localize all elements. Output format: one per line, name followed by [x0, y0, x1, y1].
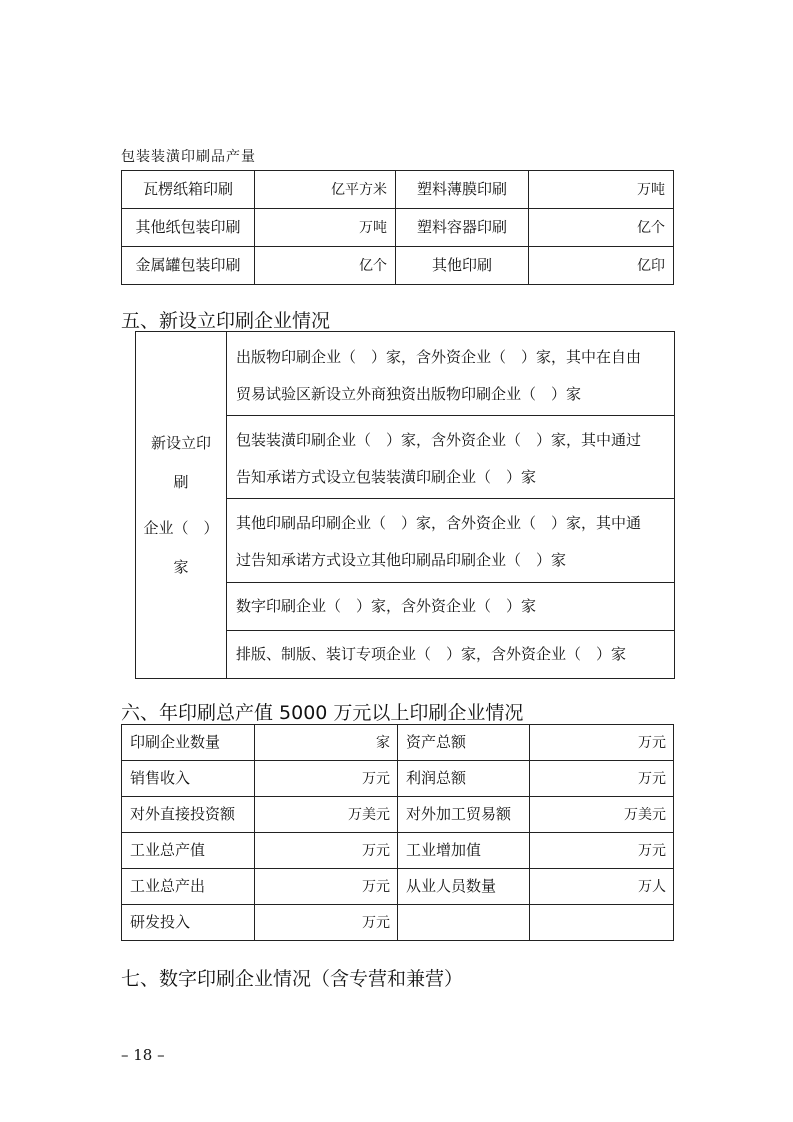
unit-cell[interactable]: 亿平方米 [255, 171, 396, 209]
row-label: 其他纸包装印刷 [122, 209, 255, 247]
table-row [122, 171, 674, 209]
unit-cell[interactable]: 万元 [530, 761, 674, 797]
unit-cell[interactable]: 亿个 [255, 247, 396, 285]
unit-cell[interactable]: 万美元 [255, 797, 398, 833]
unit-cell[interactable]: 万元 [255, 833, 398, 869]
row-label: 塑料容器印刷 [396, 209, 529, 247]
enterprise-type-cell[interactable] [227, 499, 675, 583]
large-enterprises-table [121, 724, 674, 941]
enterprise-type-cell[interactable]: 数字印刷企业（ ）家，含外资企业（ ）家 [227, 583, 675, 631]
label-line: 企业（ ） [143, 518, 219, 537]
row-label: 印刷企业数量 [122, 725, 255, 761]
enterprise-type-cell[interactable] [227, 416, 675, 499]
cell-line: 告知承诺方式设立包装装潢印刷企业（ ）家 [236, 467, 537, 486]
unit-cell[interactable]: 亿个 [529, 209, 674, 247]
enterprise-type-cell[interactable] [227, 332, 675, 416]
table-row [122, 247, 674, 285]
table-row [122, 905, 674, 941]
table-caption: 包装装潢印刷品产量 [121, 149, 256, 165]
unit-cell[interactable]: 亿印 [529, 247, 674, 285]
label-line: 刷 [173, 472, 189, 491]
unit-cell[interactable]: 万美元 [530, 797, 674, 833]
row-label: 塑料薄膜印刷 [396, 171, 529, 209]
label-line: 家 [173, 557, 189, 576]
cell-line: 包装装潢印刷企业（ ）家，含外资企业（ ）家，其中通过 [236, 430, 642, 449]
table-row [122, 725, 674, 761]
row-label: 其他印刷 [396, 247, 529, 285]
row-label: 资产总额 [398, 725, 530, 761]
section-heading-6: 六、年印刷总产值 5000 万元以上印刷企业情况 [121, 702, 524, 724]
new-enterprises-table [135, 331, 675, 679]
page-number: – 18 – [121, 1046, 165, 1064]
cell-line: 贸易试验区新设立外商独资出版物印刷企业（ ）家 [236, 385, 582, 403]
unit-cell[interactable]: 万元 [530, 833, 674, 869]
empty-cell [398, 905, 530, 941]
row-label: 利润总额 [398, 761, 530, 797]
row-label: 销售收入 [122, 761, 255, 797]
section-heading-5: 五、新设立印刷企业情况 [121, 310, 331, 332]
cell-line: 其他印刷品印刷企业（ ）家，含外资企业（ ）家，其中通 [236, 514, 642, 532]
row-label: 金属罐包装印刷 [122, 247, 255, 285]
row-label: 工业总产出 [122, 869, 255, 905]
row-label: 瓦楞纸箱印刷 [122, 171, 255, 209]
row-label: 对外直接投资额 [122, 797, 255, 833]
row-label: 研发投入 [122, 905, 255, 941]
unit-cell[interactable]: 家 [255, 725, 398, 761]
row-label: 工业增加值 [398, 833, 530, 869]
table-row [122, 209, 674, 247]
unit-cell[interactable]: 万元 [530, 725, 674, 761]
new-enterprises-label [136, 332, 227, 679]
enterprise-type-cell[interactable]: 排版、制版、装订专项企业（ ）家，含外资企业（ ）家 [227, 631, 675, 679]
packaging-output-table [121, 170, 674, 285]
unit-cell[interactable]: 万吨 [255, 209, 396, 247]
cell-line: 过告知承诺方式设立其他印刷品印刷企业（ ）家 [236, 551, 567, 569]
unit-cell[interactable]: 万吨 [529, 171, 674, 209]
table-row [122, 833, 674, 869]
row-label: 从业人员数量 [398, 869, 530, 905]
empty-cell [530, 905, 674, 941]
unit-cell[interactable]: 万元 [255, 905, 398, 941]
section-heading-7: 七、数字印刷企业情况（含专营和兼营） [121, 968, 464, 990]
label-line: 新设立印 [150, 433, 211, 452]
unit-cell[interactable]: 万元 [255, 869, 398, 905]
unit-cell[interactable]: 万人 [530, 869, 674, 905]
row-label: 对外加工贸易额 [398, 797, 530, 833]
row-label: 工业总产值 [122, 833, 255, 869]
table-row [122, 869, 674, 905]
cell-line: 出版物印刷企业（ ）家，含外资企业（ ）家，其中在自由 [236, 348, 642, 366]
table-row [122, 797, 674, 833]
table-row [122, 761, 674, 797]
unit-cell[interactable]: 万元 [255, 761, 398, 797]
table-row [136, 332, 675, 416]
